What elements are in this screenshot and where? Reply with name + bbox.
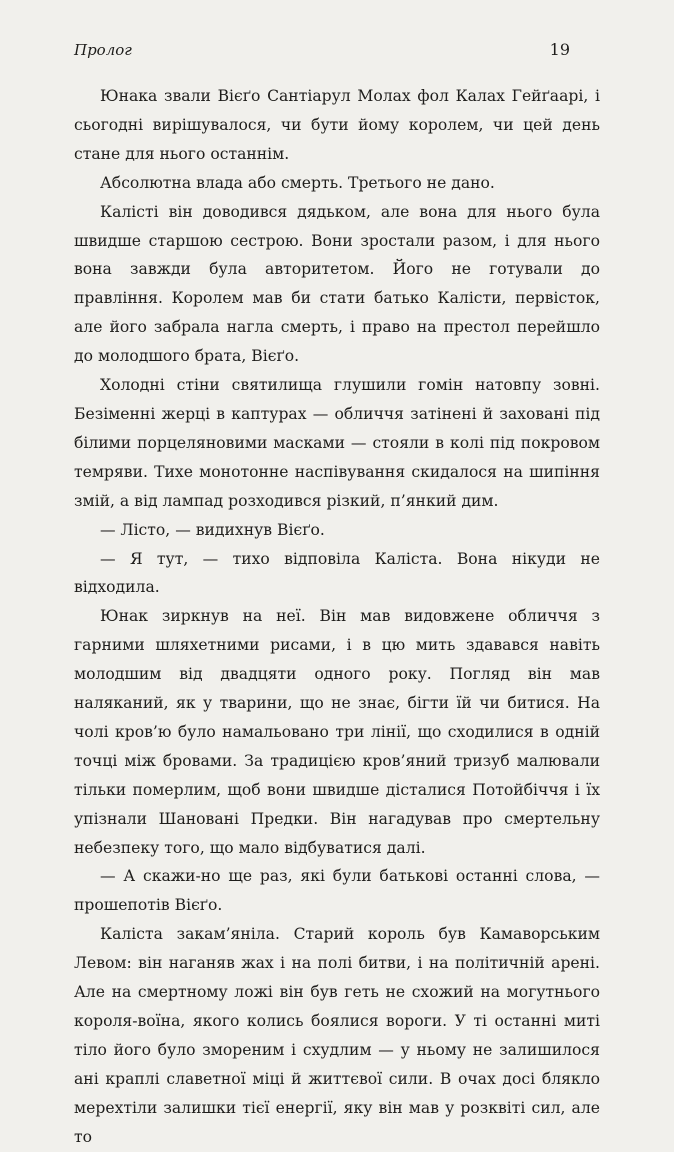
paragraph: Холодні стіни святилища глушили гомін натовпу зовні. Безіменні жерці в каптурах — обличчя затінені й заховані під білими порцеляновими масками — стояли в колі під покровом темряви. Тихе монотонне наспівування скидалося на шипіння змій, а від лампад розходився різкий, п’янкий дим.	[74, 376, 600, 510]
paragraph: — А скажи-но ще раз, які були батькові останні слова, — прошепотів Вієґо.	[74, 867, 600, 915]
paragraph: Абсолютна влада або смерть. Третього не дано.	[100, 173, 495, 192]
paragraph: Юнака звали Вієґо Сантіарул Молах фол Калах Гейґаарі, і сьогодні вирішувалося, чи бути йому королем, чи цей день стане для нього останнім.	[74, 87, 600, 163]
paragraph: Юнак зиркнув на неї. Він мав видовжене обличчя з гарними шляхетними рисами, і в цю мить здавався навіть молодшим від двадцяти одного року. Погляд він мав наляканий, як у тварини, що не знає, бігти їй чи битися. На чолі кров’ю було намальовано три лінії, що сходилися в одній точці між бровами. За традицією кров’яний тризуб малювали тільки померлим, щоб вони швидше дісталися Потойбіччя і їх упізнали Шановані Предки. Він нагадував про смертельну небезпеку того, що мало відбуватися далі.	[74, 607, 600, 857]
body-text	[74, 82, 600, 1152]
paragraph: — Я тут, — тихо відповіла Каліста. Вона нікуди не відходила.	[74, 549, 600, 597]
running-head	[74, 40, 570, 59]
page-number: 19	[549, 40, 570, 59]
chapter-title: Пролог	[74, 41, 132, 59]
paragraph: Калісті він доводився дядьком, але вона для нього була швидше старшою сестрою. Вони зростали разом, і для нього вона завжди була авторитетом. Його не готували до правління. Королем мав би стати батько Калісти, первісток, але його забрала нагла смерть, і право на престол перейшло до молодшого брата, Вієґо.	[74, 202, 600, 366]
paragraph: Каліста закам’яніла. Старий король був Камаворським Левом: він наганяв жах і на полі битви, і на політичній арені. Але на смертному ложі він був геть не схожий на могутнього короля-воїна, якого колись боялися вороги. У ті останні миті тіло його було змореним і схудлим — у ньому не залишилося ані краплі славетної міці й життєвої сили. В очах досі блякло мерехтіли залишки тієї енергії, яку він мав у розквіті сил, але то	[74, 925, 600, 1146]
paragraph: — Лісто, — видихнув Вієґо.	[100, 520, 325, 539]
